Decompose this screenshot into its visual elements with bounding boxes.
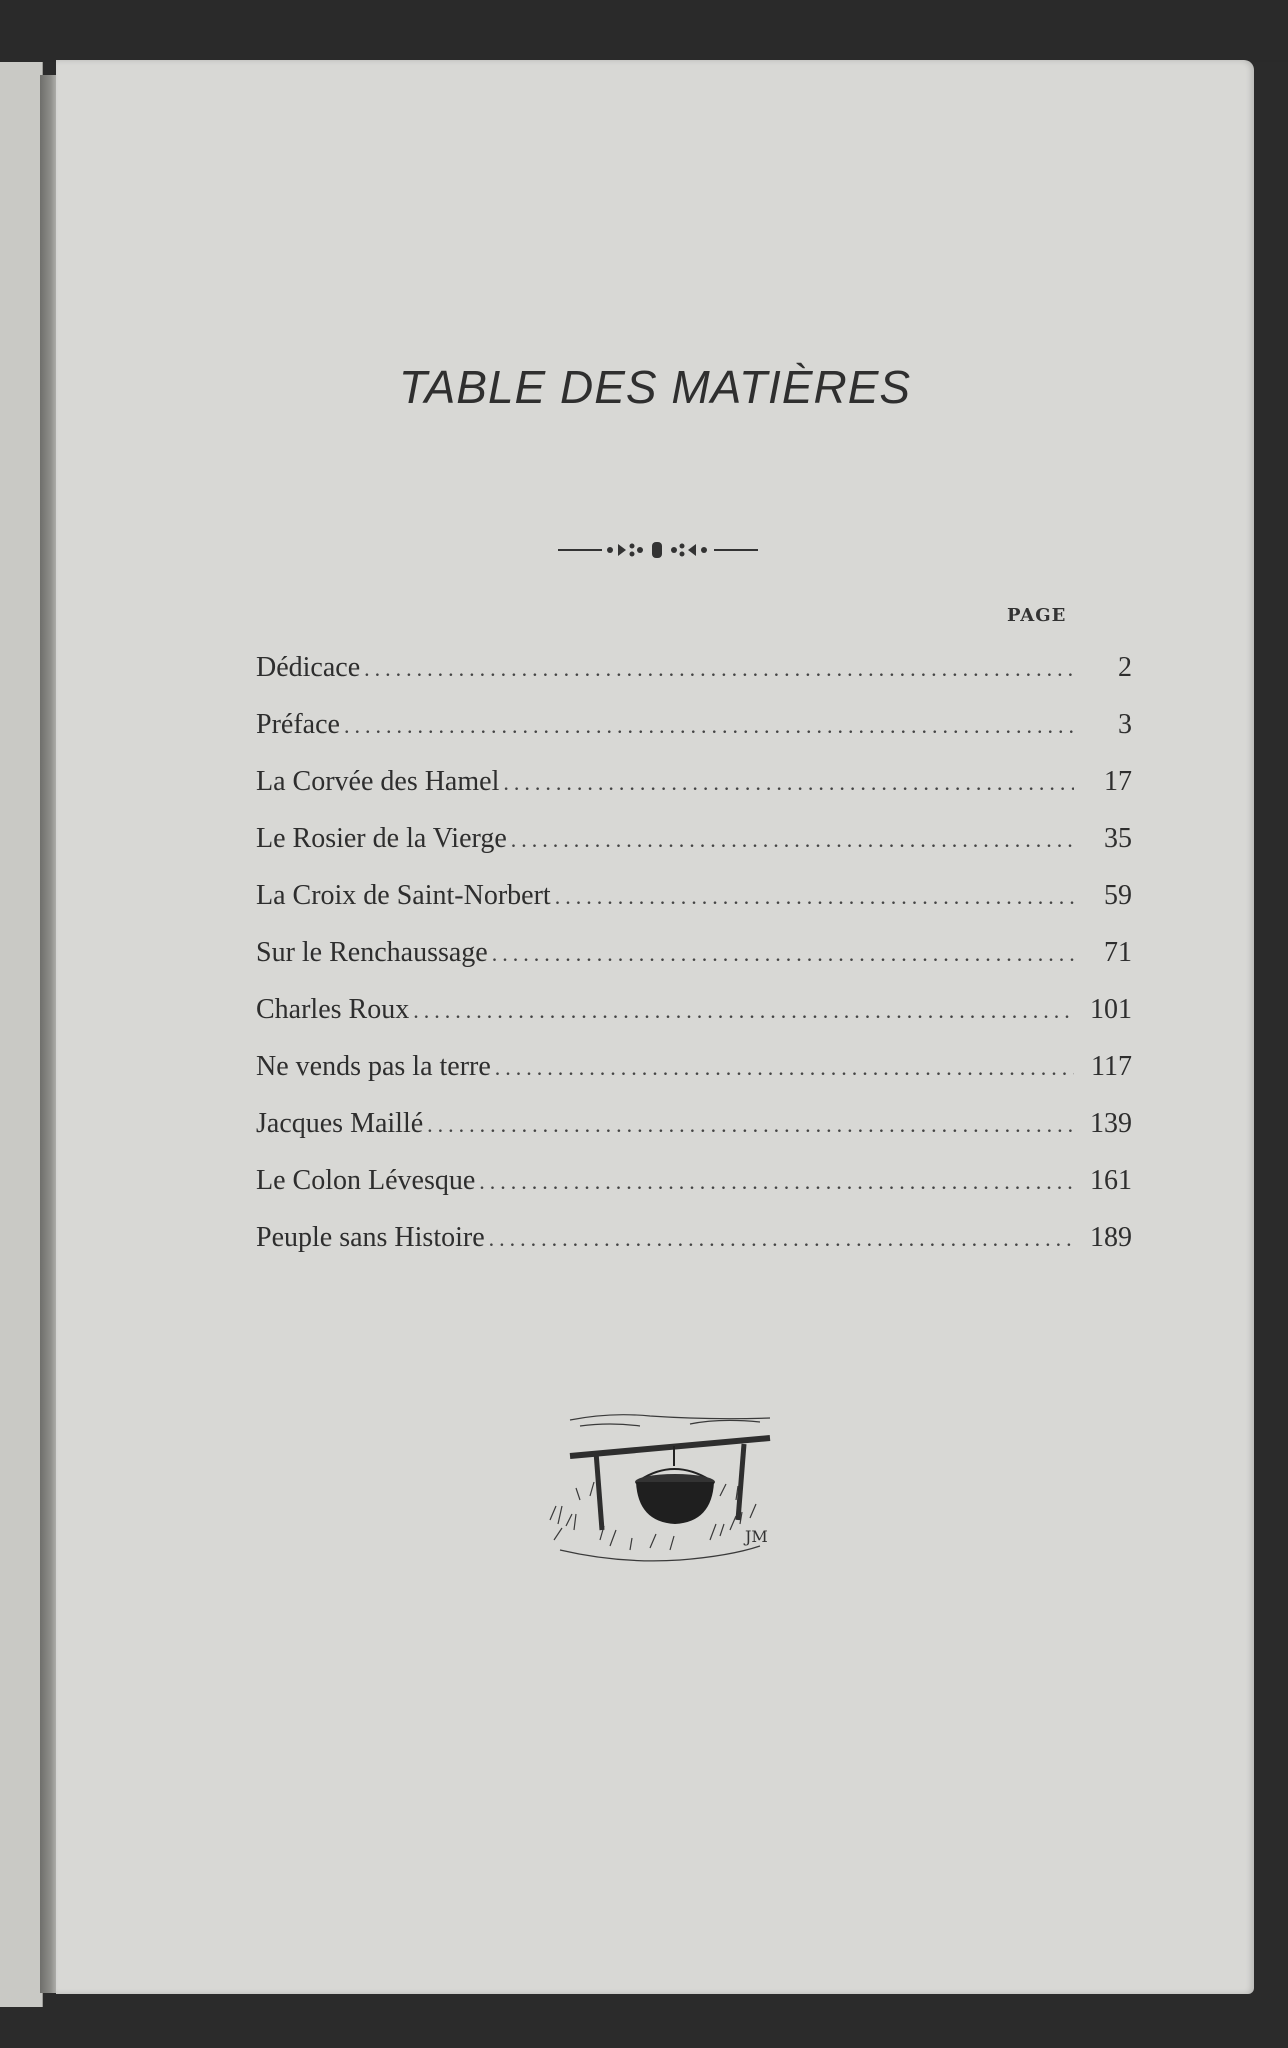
page-column-header: PAGE (1007, 605, 1067, 626)
facing-page-edge (0, 62, 43, 2007)
toc-entry-label: Préface (256, 709, 340, 740)
scan-top-strip (0, 0, 1288, 62)
table-of-contents (256, 652, 1132, 1279)
dot-leader (344, 713, 1074, 739)
toc-entry-page: 161 (1090, 1165, 1132, 1196)
toc-entry (256, 823, 1132, 880)
dot-leader (489, 1226, 1074, 1252)
toc-entry-label: Le Colon Lévesque (256, 1165, 476, 1196)
dot-leader (555, 884, 1074, 910)
toc-entry-page: 59 (1104, 880, 1132, 911)
toc-entry-page: 2 (1118, 652, 1132, 683)
toc-entry-label: Jacques Maillé (256, 1108, 424, 1139)
toc-entry (256, 880, 1132, 937)
vignette-signature: JM (745, 1527, 768, 1546)
dot-leader (503, 770, 1074, 796)
toc-entry-page: 35 (1104, 823, 1132, 854)
toc-entry-label: La Corvée des Hamel (256, 766, 500, 797)
toc-entry-page: 71 (1104, 937, 1132, 968)
toc-entry-label: Charles Roux (256, 994, 410, 1025)
toc-entry-page: 17 (1104, 766, 1132, 797)
toc-entry-label: Ne vends pas la terre (256, 1051, 491, 1082)
toc-entry-label: La Croix de Saint-Norbert (256, 880, 551, 911)
dot-leader (413, 998, 1074, 1024)
toc-entry (256, 937, 1132, 994)
toc-entry-page: 3 (1118, 709, 1132, 740)
toc-entry-label: Sur le Renchaussage (256, 937, 488, 968)
toc-entry-page: 101 (1090, 994, 1132, 1025)
dot-leader (479, 1169, 1074, 1195)
dot-leader (492, 941, 1074, 967)
kettle-vignette-illustration (540, 1400, 800, 1570)
toc-entry-page: 117 (1091, 1051, 1132, 1082)
toc-entry (256, 766, 1132, 823)
toc-entry-page: 189 (1090, 1222, 1132, 1253)
toc-entry-label: Peuple sans Histoire (256, 1222, 485, 1253)
ornament-divider (558, 538, 758, 562)
toc-entry (256, 994, 1132, 1051)
toc-entry (256, 1165, 1132, 1222)
dot-leader (495, 1055, 1074, 1081)
toc-entry-label: Dédicace (256, 652, 361, 683)
book-page (56, 60, 1254, 1994)
toc-entry (256, 1222, 1132, 1279)
toc-entry-label: Le Rosier de la Vierge (256, 823, 507, 854)
dot-leader (427, 1112, 1074, 1138)
dot-leader (511, 827, 1074, 853)
toc-entry (256, 652, 1132, 709)
page-title: TABLE DES MATIÈRES (398, 361, 912, 413)
toc-entry (256, 709, 1132, 766)
toc-entry-page: 139 (1090, 1108, 1132, 1139)
dot-leader (364, 656, 1074, 682)
toc-entry (256, 1108, 1132, 1165)
toc-entry (256, 1051, 1132, 1108)
